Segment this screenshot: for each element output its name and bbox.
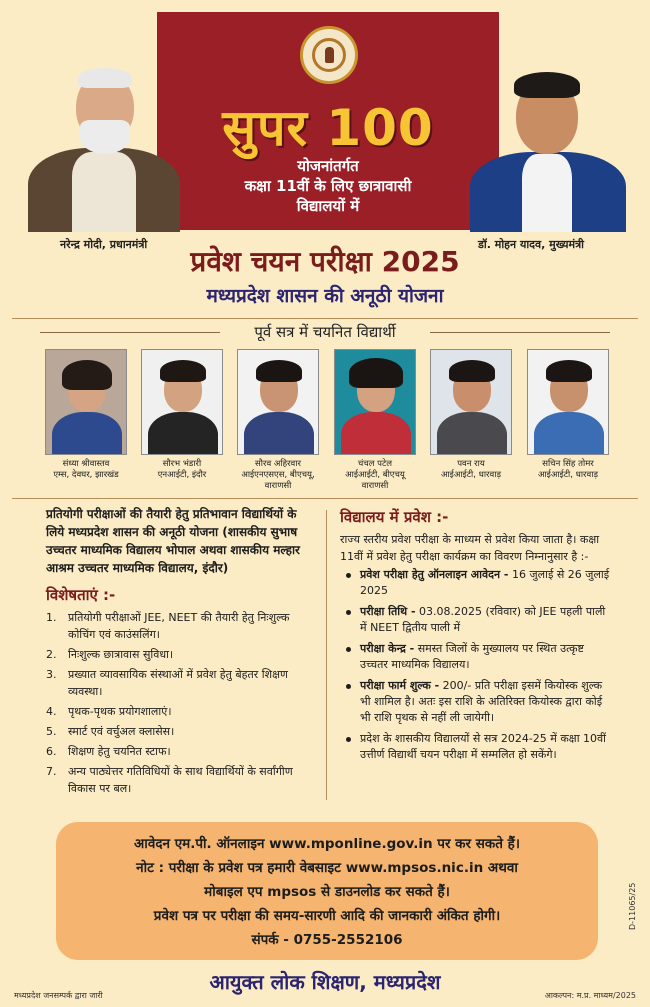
admission-intro: राज्य स्तरीय प्रवेश परीक्षा के माध्यम से प्रवेश किया जाता है। कक्षा 11वीं में प्रवेश हेतु परीक्षा कार्यक्रम का विवरण निम्नानुसार है :- bbox=[340, 533, 600, 563]
student-photo-4 bbox=[334, 349, 416, 455]
divider bbox=[12, 498, 638, 499]
feature-item: 1. प्रतियोगी परीक्षाओं JEE, NEET की तैयारी हेतु निःशुल्क कोचिंग एवं काउंसलिंग। bbox=[46, 611, 290, 641]
design-credit: आकल्पन: म.प्र. माध्यम/2025 bbox=[544, 991, 636, 1000]
cm-portrait bbox=[462, 62, 632, 232]
student-name-2: सौरभ भंडारी एनआईटी, इंदौर bbox=[157, 459, 207, 480]
student-name-1: संध्या श्रीवास्तव एम्स, देवघर, झारखंड bbox=[53, 459, 119, 480]
left-column bbox=[46, 505, 318, 800]
divider bbox=[12, 318, 638, 319]
right-column bbox=[340, 505, 615, 768]
student-photo-2 bbox=[141, 349, 223, 455]
info-line-app: मोबाइल एप mpsos से डाउनलोड कर सकते हैं। bbox=[204, 884, 450, 900]
features-list bbox=[46, 609, 318, 797]
heading-rule-left bbox=[40, 332, 220, 333]
student-name-3: सौरव अहिरवार आईएनएसएस, बीएचयू, वाराणसी bbox=[241, 459, 315, 491]
feature-item: 2. निःशुल्क छात्रावास सुविधा। bbox=[46, 648, 174, 661]
student-photo-3 bbox=[237, 349, 319, 455]
feature-item: 5. स्मार्ट एवं वर्चुअल क्लासेस। bbox=[46, 725, 175, 738]
feature-item: 3. प्रख्यात व्यावसायिक संस्थाओं में प्रवेश हेतु बेहतर शिक्षण व्यवस्था। bbox=[46, 668, 288, 698]
admission-title: विद्यालय में प्रवेश :- bbox=[340, 508, 449, 526]
admission-item: प्रदेश के शासकीय विद्यालयों से सत्र 2024-25 में कक्षा 10वीं उत्तीर्ण विद्यार्थी चयन परीक्षा में सम्मलित हो सकेंगे। bbox=[340, 731, 615, 763]
scheme-intro: प्रतियोगी परीक्षाओं की तैयारी हेतु प्रतिभावान विद्यार्थियों के लिये मध्यप्रदेश शासन की अनूठी योजना (शासकीय सुभाष उच्चतर माध्यमिक विद्यालय भोपाल अथवा शासकीय मल्हार आश्रम उच्चतर माध्यमिक विद्यालय, इंदौर) bbox=[46, 507, 300, 575]
column-divider bbox=[326, 510, 327, 800]
student-photo-6 bbox=[527, 349, 609, 455]
info-line-apply: आवेदन एम.पी. ऑनलाइन www.mponline.gov.in पर कर सकते हैं। bbox=[134, 836, 520, 852]
issuer-title: आयुक्त लोक शिक्षण, मध्यप्रदेश bbox=[209, 970, 441, 994]
mp-emblem-icon bbox=[300, 26, 358, 84]
feature-item: 7. अन्य पाठ्येत्तर गतिविधियों के साथ विद्यार्थियों के सर्वांगीण विकास पर बल। bbox=[46, 765, 293, 795]
admission-item: प्रवेश परीक्षा हेतु ऑनलाइन आवेदन - 16 जुलाई से 26 जुलाई 2025 bbox=[340, 567, 615, 599]
info-line-note: नोट : परीक्षा के प्रवेश पत्र हमारी वेबसाइट www.mpsos.nic.in अथवा bbox=[136, 860, 518, 876]
main-subtitle: मध्यप्रदेश शासन की अनूठी योजना bbox=[206, 285, 444, 307]
admission-item: परीक्षा केन्द्र - समस्त जिलों के मुख्यालय पर स्थित उत्कृष्ट उच्चतर माध्यमिक विद्यालय। bbox=[340, 641, 615, 673]
cm-caption: डॉ. मोहन यादव, मुख्यमंत्री bbox=[478, 238, 585, 251]
scheme-title: सुपर 100 bbox=[222, 99, 434, 157]
student-photo-1 bbox=[45, 349, 127, 455]
admission-list bbox=[340, 567, 615, 763]
student-name-4: चंचल पटेल आईआईटी, बीएचयू वाराणसी bbox=[345, 459, 405, 491]
feature-item: 4. पृथक-पृथक प्रयोगशालाएं। bbox=[46, 705, 172, 718]
info-line-contact: संपर्क - 0755-2552106 bbox=[251, 932, 403, 948]
admission-item: परीक्षा तिथि - 03.08.2025 (रविवार) को JEE पहली पाली में NEET द्वितीय पाली में bbox=[340, 604, 615, 636]
student-name-5: पवन राय आईआईटी, धारवाड़ bbox=[441, 459, 501, 480]
pm-caption: नरेन्द्र मोदी, प्रधानमंत्री bbox=[60, 238, 148, 251]
ad-code: D-11065/25 bbox=[628, 882, 637, 930]
pm-portrait bbox=[20, 62, 190, 232]
main-title: प्रवेश चयन परीक्षा 2025 bbox=[190, 245, 460, 278]
issued-by-note: मध्यप्रदेश जनसम्पर्क द्वारा जारी bbox=[14, 991, 103, 1000]
features-title: विशेषताएं :- bbox=[46, 586, 116, 604]
student-name-6: सचिन सिंह तोमर आईआईटी, धारवाड़ bbox=[538, 459, 598, 480]
header-subtitle-line-3: विद्यालयों में bbox=[296, 197, 360, 215]
admission-item: परीक्षा फार्म शुल्क - 200/- प्रति परीक्षा इसमें कियोस्क शुल्क भी शामिल है। अतः इस राशि के अतिरिक्त कियोस्क द्वारा कोई भी राशि पृथक से नहीं ली जायेगी। bbox=[340, 678, 615, 726]
heading-rule-right bbox=[430, 332, 610, 333]
student-photo-5 bbox=[430, 349, 512, 455]
header-subtitle-line-2: कक्षा 11वीं के लिए छात्रावासी bbox=[244, 177, 412, 195]
students-heading: पूर्व सत्र में चयनित विद्यार्थी bbox=[254, 323, 396, 341]
header-subtitle-line-1: योजनांतर्गत bbox=[297, 157, 359, 175]
info-line-timetable: प्रवेश पत्र पर परीक्षा की समय-सारणी आदि की जानकारी अंकित होगी। bbox=[153, 908, 501, 924]
feature-item: 6. शिक्षण हेतु चयनित स्टाफ। bbox=[46, 745, 171, 758]
